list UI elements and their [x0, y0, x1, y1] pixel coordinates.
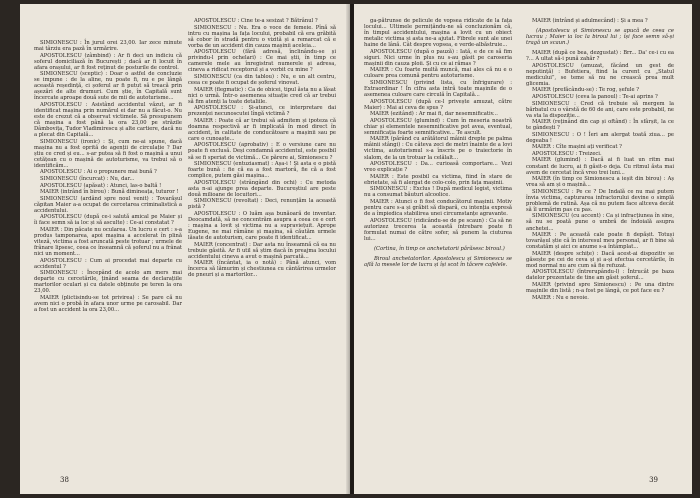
paragraph: APOSTOLESCU (apăsat) : Atunci, las-o baltă !: [40, 182, 162, 189]
paragraph: APOSTOLESCU : Asistând accidentul văzut, ar fi identificat mașina prin numărul ei dar nu a făcut-o. Nu este de crezut că a observat victimele. Să presupunem că mașina a fost până la ora 23,00 pe străzile Dâmbovița, Tudor Vladimirescu și alte cartiere, dacă nu a plecat din Capitală...: [34, 101, 182, 139]
paragraph: MAIER : Atunci o fi fost conducătorul mașinii. Motiv pentru care s-a și grăbit să dispară, cu intenția expresă de a împiedica stabilirea unei circumstanțe agravante.: [364, 198, 512, 217]
paragraph: APOSTOLESCU (ridicându-se de pe scaun) : Ca să ne autorizez trecerea la această întrebare poate fi formulat numai de către sofer, să punem la ciuturea lui...: [364, 217, 512, 242]
stage-direction-curtain: (Cortina, în timp ce anchetatorii părăsesc biroul.): [374, 245, 505, 252]
paragraph: SIMIONESCU (revoltat) : Deci, renunțăm la această pistă ?: [188, 198, 336, 211]
paragraph: SIMIONESCU (ardând spre noul venit) : Tovarășul căpitan Maier a-a ocupat de cercetarea criminalistică a accidentului.: [34, 195, 182, 214]
right-page: [354, 4, 692, 494]
paragraph: SIMIONESCU : Pe ce ? De Indală ce nu mai putem învia victima, capturarea infractorului devine o simplă problemă de rutină. Așa că nu putem face altceva decât să îl urmărim pas cu pas.: [526, 188, 674, 213]
paragraph: APOSTOLESCU (zâmbind) : Ar fi deci un indiciu că soferul domiciliază în București ; dacă ar fi locuit în afara orașului, ar fi fost reținut de posturile de control.: [34, 52, 182, 71]
paragraph: SIMIONESCU (cu accent) : Ca și infracțiunea în sine, să nu se poată pune o umbră de îndoială asupra anchetei...: [526, 213, 674, 232]
paragraph: SIMIONESCU : Cred că trebuie să mergem la bărbatul cu o vârstă de 60 de ani, care este probabil, ne va sta la dispoziție...: [526, 100, 674, 119]
paragraph: APOSTOLESCU (aprobativ) : E o versiune care nu poate fi exclusă. Deși condamnă accidentul, este posibil să se fi speriat de victimă... Ce părere ai, Simionescu ?: [188, 142, 336, 161]
paragraph: MAIER (flegmatic) : Ca de obicei, tipul ăsta nu a lăsat nici o urmă. Într-o asemenea situație cred că ar trebui să fim atenți la toate detaliile.: [188, 86, 336, 105]
right-page-column-2: [526, 18, 674, 301]
paragraph: APOSTOLESCU (ceva la panoul) : Te-ai aprins ?: [532, 94, 658, 101]
paragraph: MAIER (glumind) : Dacă ai fi luat un ritm mai constant de lucru, ai fi găsit-o deja. Cu ritmul ăsta mai avem de cercetat încă vreo trei luni...: [526, 157, 674, 176]
paragraph: SIMIONESCU (ironic) : Și, cum ne-ai spune, dacă mașina nu a fost oprită de agenții de circulație ? Dar știu ce cred și eu... s-ar putea să fi fost o mașină a unui cetățean cu o mașină de autoturisme, va trebui să o identificăm...: [34, 138, 182, 169]
paragraph: MAIER : Poate că ar trebui să admitem și ipoteza că doamna respectivă ar fi implicată în mod direct în accident, în calitate de conducătoare a mașinii sau pe care o cunoaște...: [188, 117, 336, 142]
paragraph: MAIER : Pe această cale poate fi depășit. Totuși tovarășul știe că în interesul meu personal, ar fi bine să constatăm și aici ce anume s-a întâmplat...: [526, 232, 674, 251]
right-page-column-1: [364, 18, 512, 272]
paragraph: MAIER (despre schițe) : Dacă acest-ai dispozitiv se găsește pe cei de ceva și și a-și efectua cercetările, în mod normal nu are cum să fie refuzat.: [526, 250, 674, 269]
paragraph: APOSTOLESCU : Treizeci.: [532, 150, 602, 157]
left-page-number: 38: [60, 476, 69, 484]
paragraph: MAIER (privind spre Simionescu) : Pe una dintre mașinile din listă ; n-a fost pe lângă, ce pot face eu ?: [526, 281, 674, 294]
paragraph: MAIER (concentrat) : Dar asta nu înseamnă că ea nu trebuie găsită. Ar fi util să știm dacă în preajma locului accidentului cineva a avut o mașină parcată...: [188, 241, 336, 260]
paragraph: SIMIONESCU (sceptic) : Doar o astfel de concluzie se impune : de la aline, nu poate fi, nu e pe lângă această reședință, ci șoferul ar fi putut să treacă prin așezări de alte drumuri. Cum știe, în Capitală sunt încercate aproape două sute de mii de autoturisme...: [34, 71, 182, 102]
paragraph: SIMIONESCU : Nu. Era o voce de femeie. Pînă să intru cu mașina la fața locului, probabil că era grăbită să cobor în stradă pentru o vizită și a remarcat că e vorba de un accident din cauza mașinii aceleia...: [188, 24, 336, 49]
paragraph: APOSTOLESCU (după ce-i salută amical pe Maier și îi face semn să ia loc și să asculte) : Ce-ai constatat ?: [34, 214, 182, 227]
paragraph: MAIER (încântat, ia o notă) : Până atunci, vom încerca să lămurim și chestiunea cu cântărirea urmelor de pneuri și a martorilor...: [188, 260, 336, 279]
stage-direction-office: Biroul anchetatorilor. Apostolescu și Simionescu se află la mesele lor de lucru și își scot în tăcere cafelele.: [364, 255, 512, 268]
paragraph: MAIER : Cîte mașini ați verificat ?: [532, 144, 622, 151]
paragraph: MAIER (reținând din cap și oftând) : În sfârșit, la ce te gândești ?: [526, 119, 674, 132]
left-page-column-2: [188, 18, 336, 279]
paragraph: APOSTOLESCU : Și-atunci, ce interpretare dai prezenței necunoscutei lîngă victimă ?: [188, 105, 336, 118]
paragraph: APOSTOLESCU : Cum ai procedat mai departe cu accidentul ?: [34, 257, 182, 270]
paragraph: MAIER (părând cu arătătorul mâinii drepte pe palma mâinii stângi) : Cu câteva zeci de metri înainte de a lovi victima, autoturismul s-a înscris pe o traiectorie în slalom, de la un trotuar la celălalt...: [364, 136, 512, 161]
right-page-number: 39: [649, 476, 658, 484]
paragraph: SIMIONESCU (entuziasmat) : Așa-i ! Și asta e o pistă foarte bună : fie că ea a fost martoră, fie că a fost complice, putem găsi mașina...: [188, 161, 336, 180]
paragraph: SIMIONESCU : Exclus ! După medicul legist, victima nu a consumat băuturi alcoolice.: [364, 186, 512, 199]
paragraph: APOSTOLESCU : Ai o propunere mai bună ?: [40, 169, 157, 176]
paragraph: ga-pătrunse de pelicule de vopsea ridicate de la fața locului... Ultimele permițându-ne să concluzionăm că, în timpul accidentului, mașina a lovit cu un obiect metalic victima și asta ne-a ajutat. Fibrele sunt ale unei haine de lână. Cât despre vopsea, e verde-albăstruie...: [364, 18, 512, 49]
paragraph: SIMIONESCU (privind lista, cu înfrigurare) : Extraordinar ! În cifra asta intră toate mașinile de o asemenea culoare care circulă în Capitală...: [364, 79, 512, 99]
paragraph: SIMIONESCU (încurcat) : Nu, dar...: [40, 176, 135, 183]
paragraph: MAIER (intrând în birou) : Bună dimineața, tuturor !: [40, 189, 179, 196]
paragraph: APOSTOLESCU (strângând din ochi) : Cu metoda asta n-ai ajunge prea departe. Bucureștiul are peste două milioane de locuitori...: [188, 179, 336, 198]
paragraph: SIMIONESCU (ca din tablou) : Nu, e un alt centru, ceea ce poate fi ocupat de șoferul vinovat.: [188, 73, 336, 86]
paragraph: (Apostolescu și Simionescu se apucă de ceea ce lucrau ; Maier ia loc la biroul lui ; își face semn să-și tragă un scaun.): [526, 28, 674, 47]
paragraph: MAIER (după ce bea, dezgustat) : Brr... Da' ce-i cu ea ?... A ultat să-i pună zahăr ?: [526, 50, 674, 63]
paragraph: MAIER : Este posibil ca victima, fiind în stare de ebrietate, să fi alergat de colo-colo, prin fața mașinii.: [364, 173, 512, 186]
paragraph: SIMIONESCU : O ! Îeri am alergat toată ziua... pe degeaba !: [526, 131, 674, 144]
paragraph: MAIER : Cu foarte multă muncă, mai ales că nu e o culoare prea comună pentru autoturisme.: [364, 67, 512, 80]
paragraph: SIMIONESCU : În jurul orei 23,00. Iar zece minute mai târziu era pază în urmărire.: [34, 40, 182, 53]
left-page-column-1: [34, 40, 182, 314]
paragraph: SIMIONESCU : Începând de acolo am mers mai departe cu cercetările, ținând seama de declarațiile martorilor oculari și cu datele obținute pe teren la ora 23,00.: [34, 270, 182, 295]
paragraph: APOSTOLESCU : O luăm așa bunăoară de inventar. Deocamdată, să ne concentrăm asupra a ceea ce e cert : mașina a lovit și victima nu a supraviețuit. Aprope Eugene, ne mai rămâne și mașina, să căutăm urmele lăsate de autoturism, care poate fi identificat...: [188, 210, 336, 242]
paragraph: APOSTOLESCU (glumind) : Cum în meseria noastră chiar și elementele nesemnificative pot avea, eventual, semnificația foarte semnificative... Te ascult.: [364, 117, 512, 136]
paragraph: APOSTOLESCU : Da... curioasă comportare... Vezi vreo explicație ?: [364, 161, 512, 174]
paragraph: MAIER : Nu e nevoie.: [532, 294, 589, 301]
paragraph: MAIER (ezitând) : Ar mai fi, dar nesemnificativ...: [370, 111, 498, 118]
paragraph: MAIER (plictisindu-se tot privirea) : Se pare că nu avem nici o probă în afara unor urme pe carosabil. Dar a fost un accident la ora 23,00...: [34, 294, 182, 314]
paragraph: APOSTOLESCU (amuzat, făcând un gest de neputință) : Bufetiera, fiind la curent cu „Statul medicului”, se teme să nu ne crească prea mult glicemia.: [526, 62, 674, 87]
paragraph: MAIER (intrând și adulmecând) : Și a mea ?: [532, 18, 648, 24]
paragraph: MAIER (în timp ce Simionescu a ieșit din birou) : Aș vrea să am și o mașină...: [526, 176, 674, 189]
paragraph: APOSTOLESCU : Cine te-a sesizat ? Bătrânul ?: [194, 18, 318, 24]
right-col1-paragraphs: [364, 18, 512, 242]
left-page: [20, 4, 350, 494]
paragraph: MAIER (prefăcându-se) : Te rog, șefule ?: [532, 87, 640, 94]
paragraph: APOSTOLESCU (fără adresă, înclinându-se și privindu-l prin ochelari) : Ce mai știi, în timp ce camerele mele au înregistrat numerele și adresa, cineva a ridicat receptorul și a vorbit cu mine ?: [188, 49, 336, 74]
paragraph: APOSTOLESCU (după o pauză) : Iată, e de ce să fim siguri. Nici urme în plus nu s-au găsit pe caroseria mașinii din cauza ploii. Și cu ce ai rămas ?: [364, 48, 512, 67]
paragraph: MAIER : Din păcate nu ocularea. Un lucru e cert : s-a produs tamponarea, apoi mașina a accelerat în plină viteză, victima a fost aruncată peste trotuar ; urmele de frânare lipsesc, ceea ce înseamnă că șoferul nu a frânat nici un moment...: [34, 226, 182, 258]
paragraph: APOSTOLESCU (întrerupându-l) : Întrucât pe baza datelor prezentate de tine am găsit șoferul...: [526, 269, 674, 282]
paragraph: APOSTOLESCU (după ce-l privește amuzat, către Maier) : Mai ai ceva de spus ?: [364, 98, 512, 111]
